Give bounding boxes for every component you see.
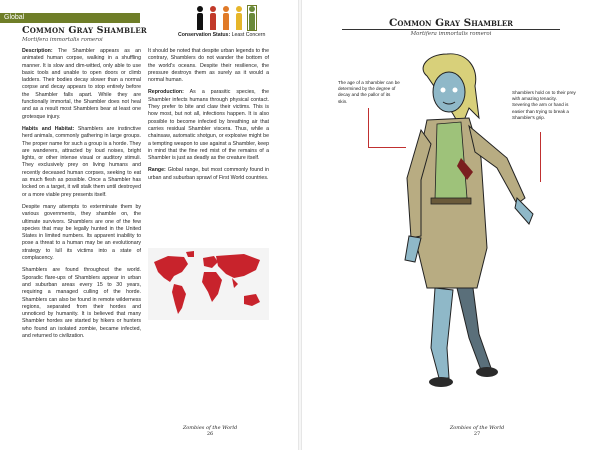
page-footer: Zombies of the World 26 (150, 425, 270, 437)
page-number: 27 (473, 431, 481, 437)
page-title: Common Gray Shambler (389, 17, 513, 29)
title-underline (342, 29, 560, 30)
zombie-illustration (357, 48, 557, 398)
caption-grip: Shamblers hold on to their prey with amazing tenacity. Severing the arm or hand is easier than trying to break a Shambler's grip. (512, 90, 576, 120)
text-column-1 (22, 48, 141, 345)
paragraph: Description: The Shambler appears as an animated human corpse, walking in a shuffling manner. It is slow and dim-witted, only able to use basic tools and unable to open doors or climb ladders. Their bodies decay slower than a normal corpse and decay appears to stop entirely before the Shambler falls apart. While they are functionally immortal, the Shambler does not heal and as a result most Shamblers bear at least one grotesque injury. (22, 48, 141, 120)
caption-age: The age of a Shambler can be determined by the degree of decay and the pallor of its skin. (338, 80, 400, 104)
paragraph: Habits and Habitat: Shamblers are instinctive herd animals, commonly gathering in large groups. The proper name for such a group is a horde. They are wanderers, attracted by loud noises, bright lights, or other intense visual or auditory stimuli. They exclusively prey on living humans and recently deceased human corpses, seeking to eat as much flesh as possible. Once a Shambler has locked on a target, it will stalk them until destroyed or a more viable prey presents itself. (22, 125, 141, 198)
figure-icon (196, 6, 204, 30)
figure-icon (209, 6, 217, 30)
page-footer: Zombies of the World 27 (432, 425, 522, 437)
left-page (0, 0, 298, 450)
section-tab: Global (0, 13, 140, 23)
figure-icon-highlighted (248, 6, 256, 30)
paragraph: Range: Global range, but most commonly found in urban and suburban sprawl of First World countries. (148, 167, 269, 181)
paragraph: It should be noted that despite urban legends to the contrary, Shamblers do not wander the bottom of the world's oceans. Despite their resilience, the pressure destroys them as surely as it would a normal human. (148, 48, 269, 84)
conservation-status (178, 6, 278, 38)
figure-icon (235, 6, 243, 30)
paragraph: Shamblers are found throughout the world. Sporadic flare-ups of Shamblers appear in urban and suburban areas every 15 to 30 years, requiring a managed culling of the horde. Shamblers can also be found in remote wilderness regions, separated from their hordes and unnoticed by humanity. It is believed that many Shambler hordes are started by hikers or hunters who found an isolated zombie, became infected, and returned to civilization. (22, 267, 141, 339)
scientific-name: Mortifera immortalis romeroi (22, 37, 103, 43)
paragraph: Reproduction: As a parasitic species, the Shambler infects humans through physical contact. They prefer to bite and claw their victims. This is how most, but not all, infections happen. It is also possible to become infected by breathing air that carries residual Shambler viscera. Thus, while a chainsaw, automatic shotgun, or explosive might be a tempting weapon to use against a Shambler, keep in mind that the fine red mist of the remains of a Shambler is just as deadly as the creature itself. (148, 89, 269, 162)
page-number: 26 (206, 431, 214, 437)
status-value: Least Concern (231, 32, 266, 38)
right-page (302, 0, 600, 450)
paragraph: Despite many attempts to exterminate them by various governments, they shamble on, the ultimate survivors. Shamblers are one of the few species that may be legally hunted in the United States in limited numbers. Its apparent inability to pose a threat to a human may be an evolutionary strategy to lull its victims into a state of complacency. (22, 203, 141, 262)
figure-icon (222, 6, 230, 30)
world-range-map (148, 248, 269, 320)
status-label: Conservation Status: (178, 32, 231, 38)
scientific-name: Mortifera immortalis romeroi (410, 31, 492, 37)
page-title: Common Gray Shambler (22, 25, 147, 36)
text-column-2 (148, 48, 269, 187)
